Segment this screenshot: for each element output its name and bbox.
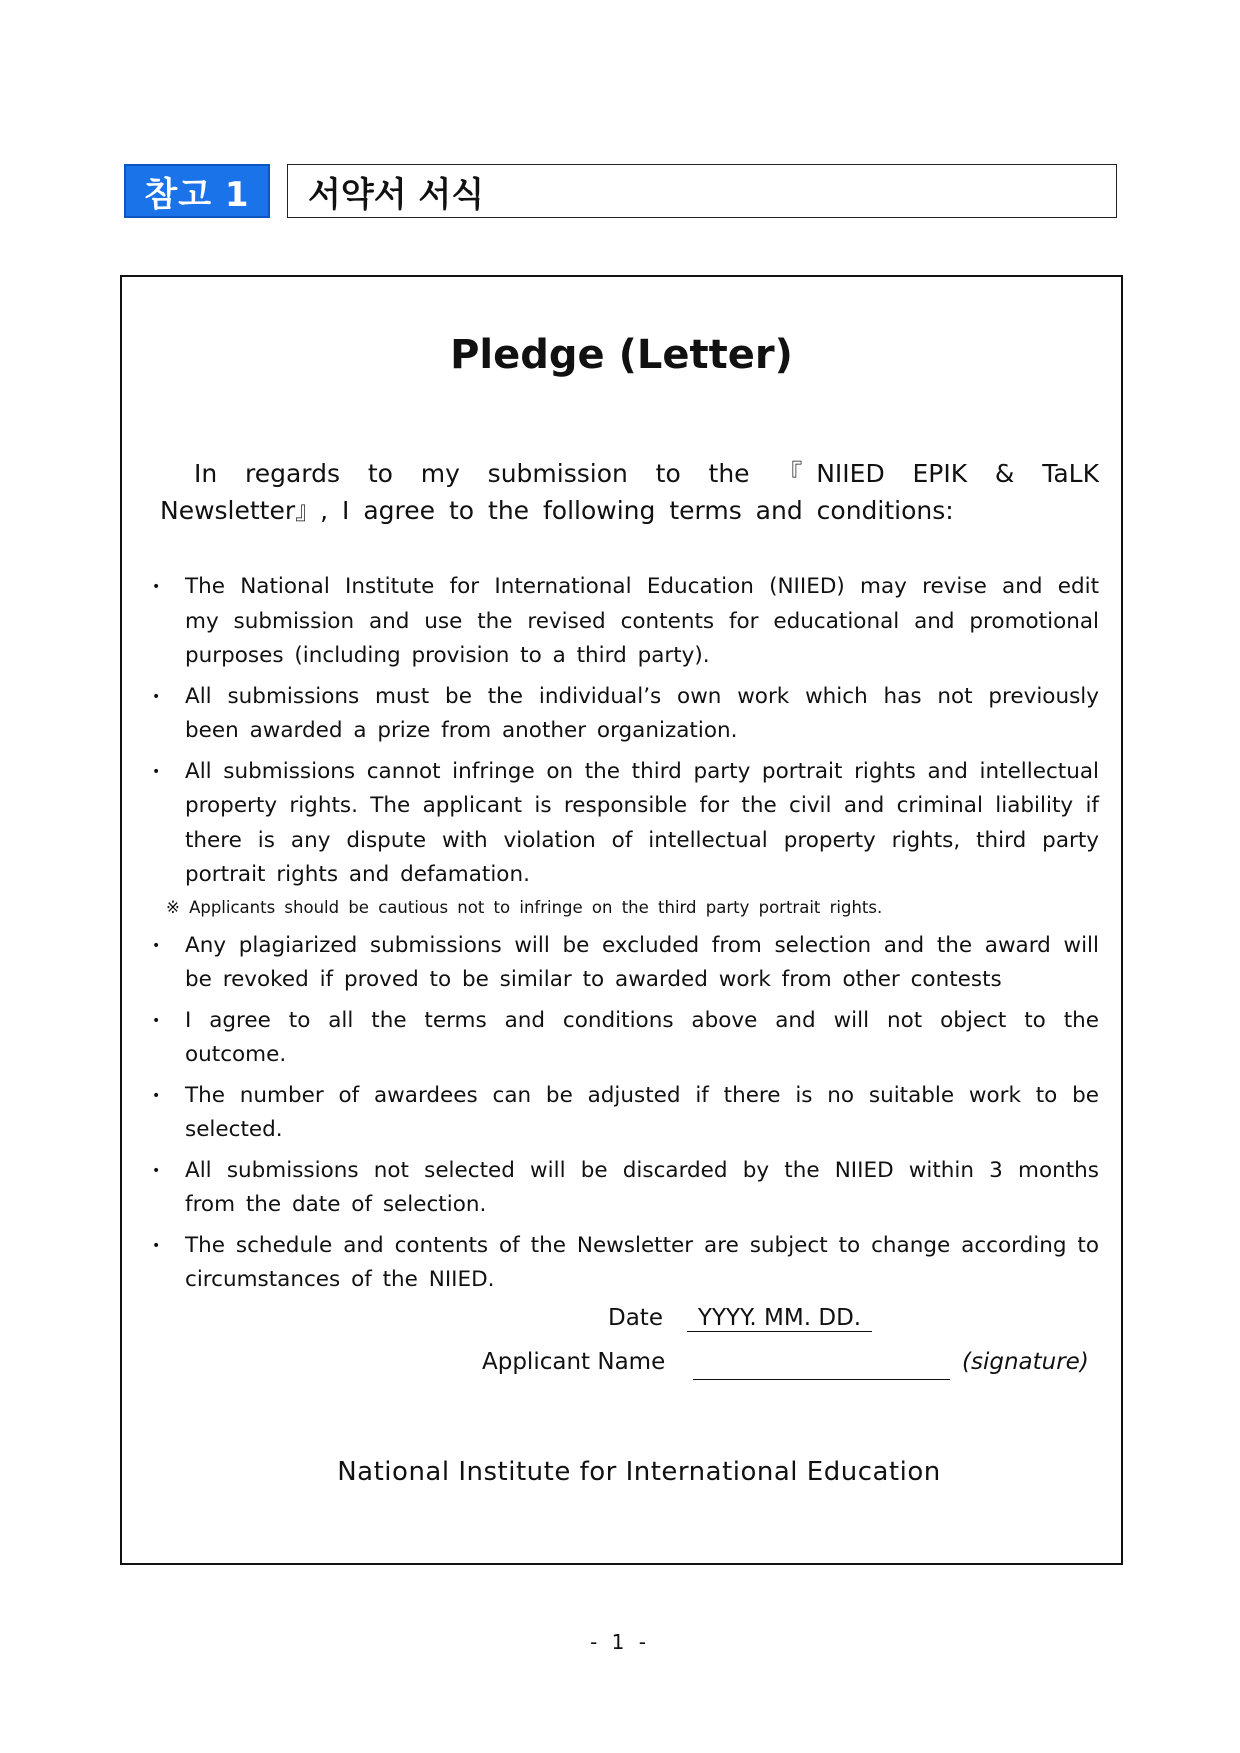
list-item bbox=[152, 1229, 1099, 1298]
term-text: Any plagiarized submissions will be excluded from selection and the award will be revoked if proved to be similar to awarded work from other contests bbox=[185, 932, 1099, 992]
intro-paragraph: In regards to my submission to the 『NIIED EPIK & TaLK Newsletter』, I agree to the following terms and conditions: bbox=[160, 459, 1099, 525]
term-text: All submissions must be the individual’s own work which has not previously been awarded a prize from another organization. bbox=[185, 683, 1099, 743]
bullet-icon: • bbox=[152, 763, 161, 780]
term-text: The number of awardees can be adjusted if there is no suitable work to be selected. bbox=[185, 1082, 1099, 1142]
list-item bbox=[152, 1004, 1099, 1073]
list-item bbox=[152, 755, 1099, 893]
list-item bbox=[152, 680, 1099, 749]
form-heading: 서약서 서식 bbox=[287, 164, 1117, 218]
list-item bbox=[152, 1154, 1099, 1223]
terms-list bbox=[152, 570, 1099, 1304]
term-text: All submissions cannot infringe on the third party portrait rights and intellectual property rights. The applicant is responsible for the civil and criminal liability if there is any dispute with violation of intellectual property rights, third party portrait rights and defamation. bbox=[185, 758, 1099, 887]
bullet-icon: • bbox=[152, 1087, 161, 1104]
list-item bbox=[152, 1079, 1099, 1148]
applicant-name-label: Applicant Name bbox=[482, 1349, 666, 1375]
note-text: ※ Applicants should be cautious not to infringe on the third party portrait rights. bbox=[166, 897, 883, 917]
bullet-icon: • bbox=[152, 1162, 161, 1179]
institute-name: National Institute for International Education bbox=[337, 1457, 941, 1487]
reference-tag: 참고 1 bbox=[124, 164, 270, 218]
document-title: Pledge (Letter) bbox=[450, 332, 793, 378]
term-text: The National Institute for International Education (NIIED) may revise and edit my submission and use the revised contents for educational and promotional purposes (including provision to a third party). bbox=[185, 574, 1099, 668]
bullet-icon: • bbox=[152, 1237, 161, 1254]
date-field[interactable]: YYYY. MM. DD. bbox=[687, 1305, 872, 1332]
term-text: I agree to all the terms and conditions above and will not object to the outcome. bbox=[185, 1007, 1099, 1067]
term-text: All submissions not selected will be discarded by the NIIED within 3 months from the date of selection. bbox=[185, 1157, 1099, 1217]
portrait-rights-note bbox=[152, 895, 1099, 921]
bullet-icon: • bbox=[152, 579, 161, 595]
pledge-document bbox=[120, 275, 1123, 1565]
list-item bbox=[152, 570, 1099, 674]
date-label: Date bbox=[608, 1305, 663, 1331]
list-item bbox=[152, 929, 1099, 998]
bullet-icon: • bbox=[152, 1012, 161, 1029]
term-text: The schedule and contents of the Newsletter are subject to change according to circumstances of the NIIED. bbox=[185, 1232, 1099, 1292]
bullet-icon: • bbox=[152, 688, 161, 705]
signature-label: (signature) bbox=[962, 1349, 1089, 1375]
applicant-name-field[interactable] bbox=[693, 1379, 950, 1380]
bullet-icon: • bbox=[152, 937, 161, 954]
page-number: - 1 - bbox=[590, 1630, 650, 1654]
